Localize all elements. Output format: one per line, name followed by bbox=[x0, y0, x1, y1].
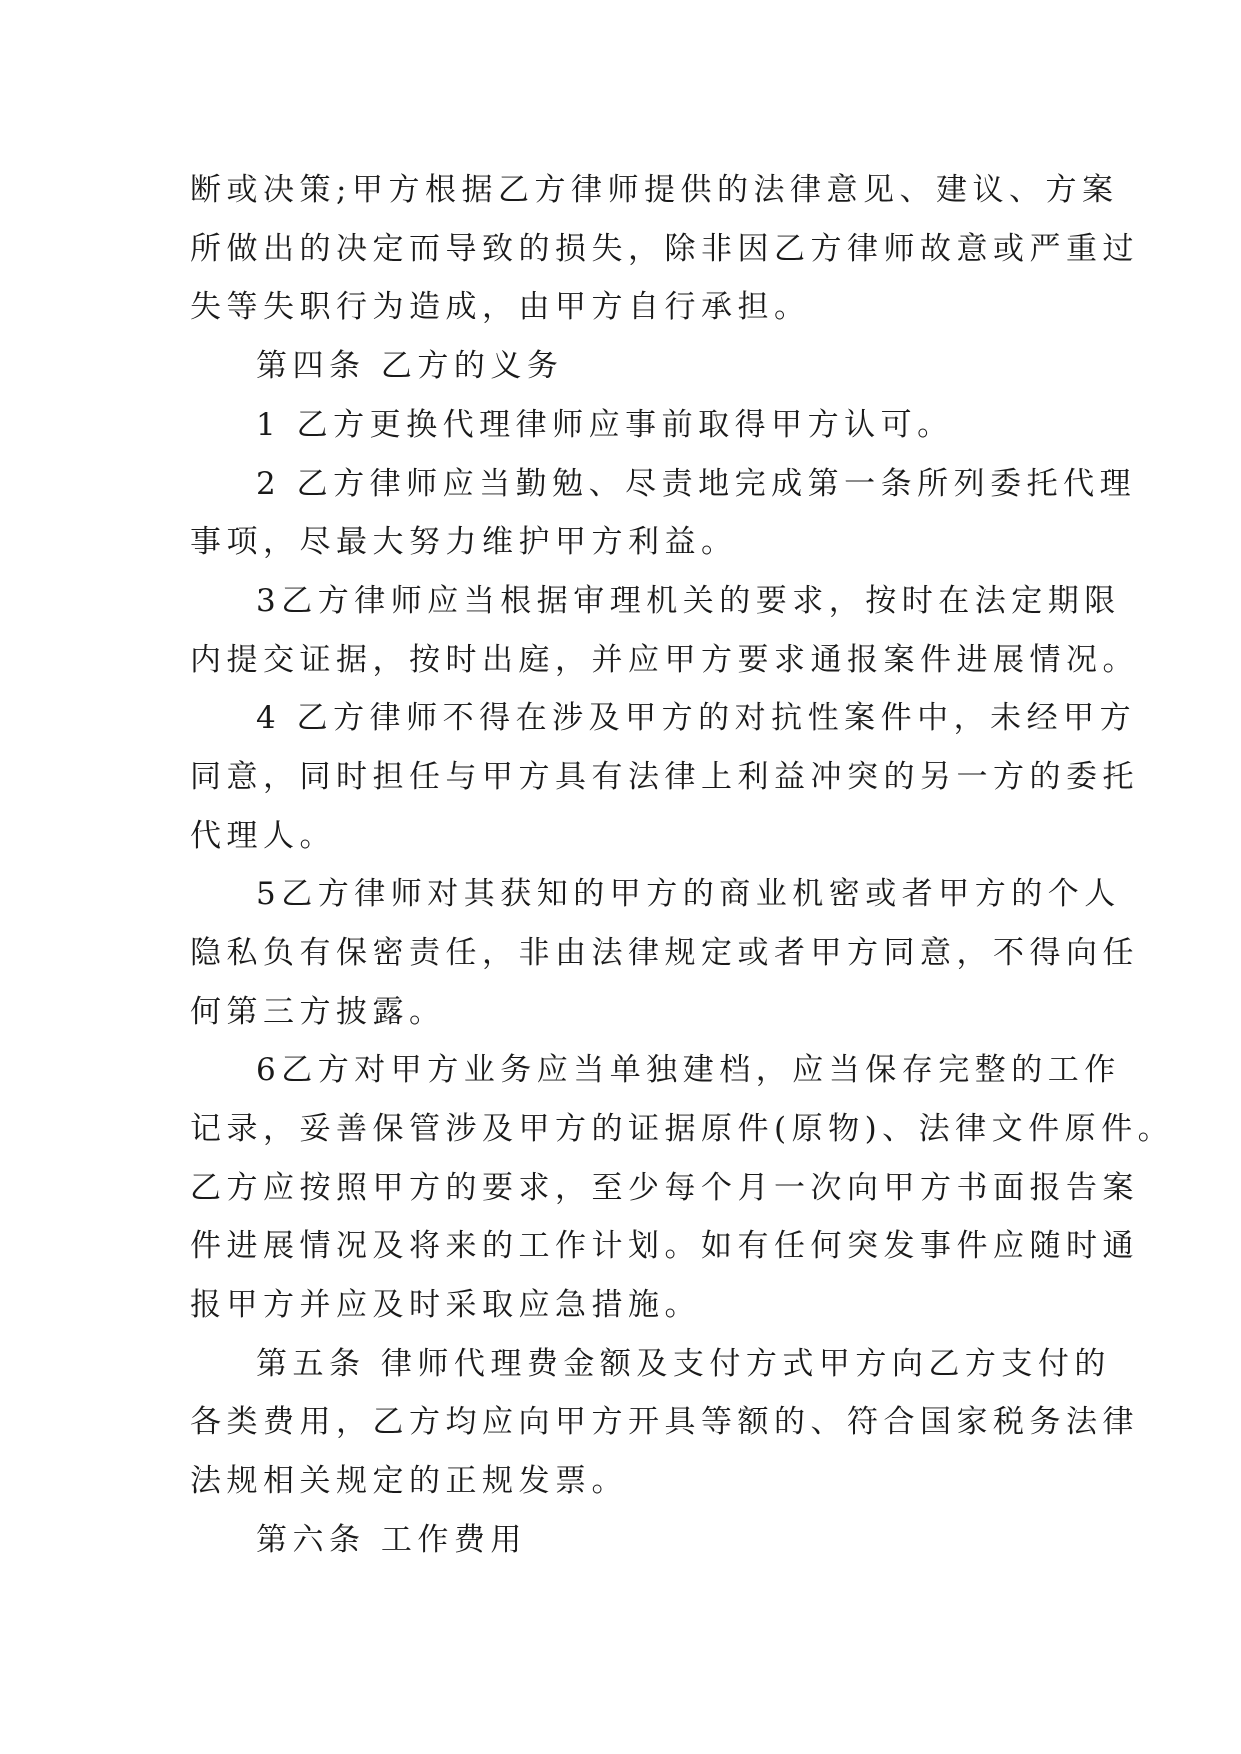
text-line: 6乙方对甲方业务应当单独建档，应当保存完整的工作 bbox=[256, 1052, 1121, 1088]
text-line: 5乙方律师对其获知的甲方的商业机密或者甲方的个人 bbox=[256, 876, 1121, 912]
article-5-heading: 第五条 律师代理费金额及支付方式甲方向乙方支付的 bbox=[256, 1346, 1111, 1382]
text-line: 3乙方律师应当根据审理机关的要求，按时在法定期限 bbox=[256, 583, 1121, 619]
text-line: 件进展情况及将来的工作计划。如有任何突发事件应随时通 bbox=[190, 1228, 1139, 1264]
text-line: 内提交证据，按时出庭，并应甲方要求通报案件进展情况。 bbox=[190, 642, 1139, 678]
text-line: 乙方应按照甲方的要求，至少每个月一次向甲方书面报告案 bbox=[190, 1170, 1139, 1206]
text-line: 隐私负有保密责任，非由法律规定或者甲方同意，不得向任 bbox=[190, 935, 1139, 971]
text-line: 各类费用，乙方均应向甲方开具等额的、符合国家税务法律 bbox=[190, 1404, 1139, 1440]
text-line: 事项，尽最大努力维护甲方利益。 bbox=[190, 524, 738, 560]
text-line: 4 乙方律师不得在涉及甲方的对抗性案件中，未经甲方 bbox=[256, 700, 1137, 736]
article-6-heading: 第六条 工作费用 bbox=[256, 1522, 527, 1558]
text-line: 2 乙方律师应当勤勉、尽责地完成第一条所列委托代理 bbox=[256, 466, 1137, 502]
text-line: 记录，妥善保管涉及甲方的证据原件(原物)、法律文件原件。 bbox=[190, 1111, 1175, 1147]
text-line: 1 乙方更换代理律师应事前取得甲方认可。 bbox=[256, 407, 954, 443]
text-line: 报甲方并应及时采取应急措施。 bbox=[190, 1287, 701, 1323]
article-4-heading: 第四条 乙方的义务 bbox=[256, 348, 564, 384]
text-line: 法规相关规定的正规发票。 bbox=[190, 1463, 628, 1499]
text-line: 同意，同时担任与甲方具有法律上利益冲突的另一方的委托 bbox=[190, 759, 1139, 795]
text-line: 失等失职行为造成，由甲方自行承担。 bbox=[190, 289, 811, 325]
text-line: 何第三方披露。 bbox=[190, 994, 446, 1030]
text-line: 断或决策;甲方根据乙方律师提供的法律意见、建议、方案 bbox=[190, 172, 1119, 208]
text-line: 代理人。 bbox=[190, 818, 336, 854]
text-line: 所做出的决定而导致的损失，除非因乙方律师故意或严重过 bbox=[190, 231, 1139, 267]
